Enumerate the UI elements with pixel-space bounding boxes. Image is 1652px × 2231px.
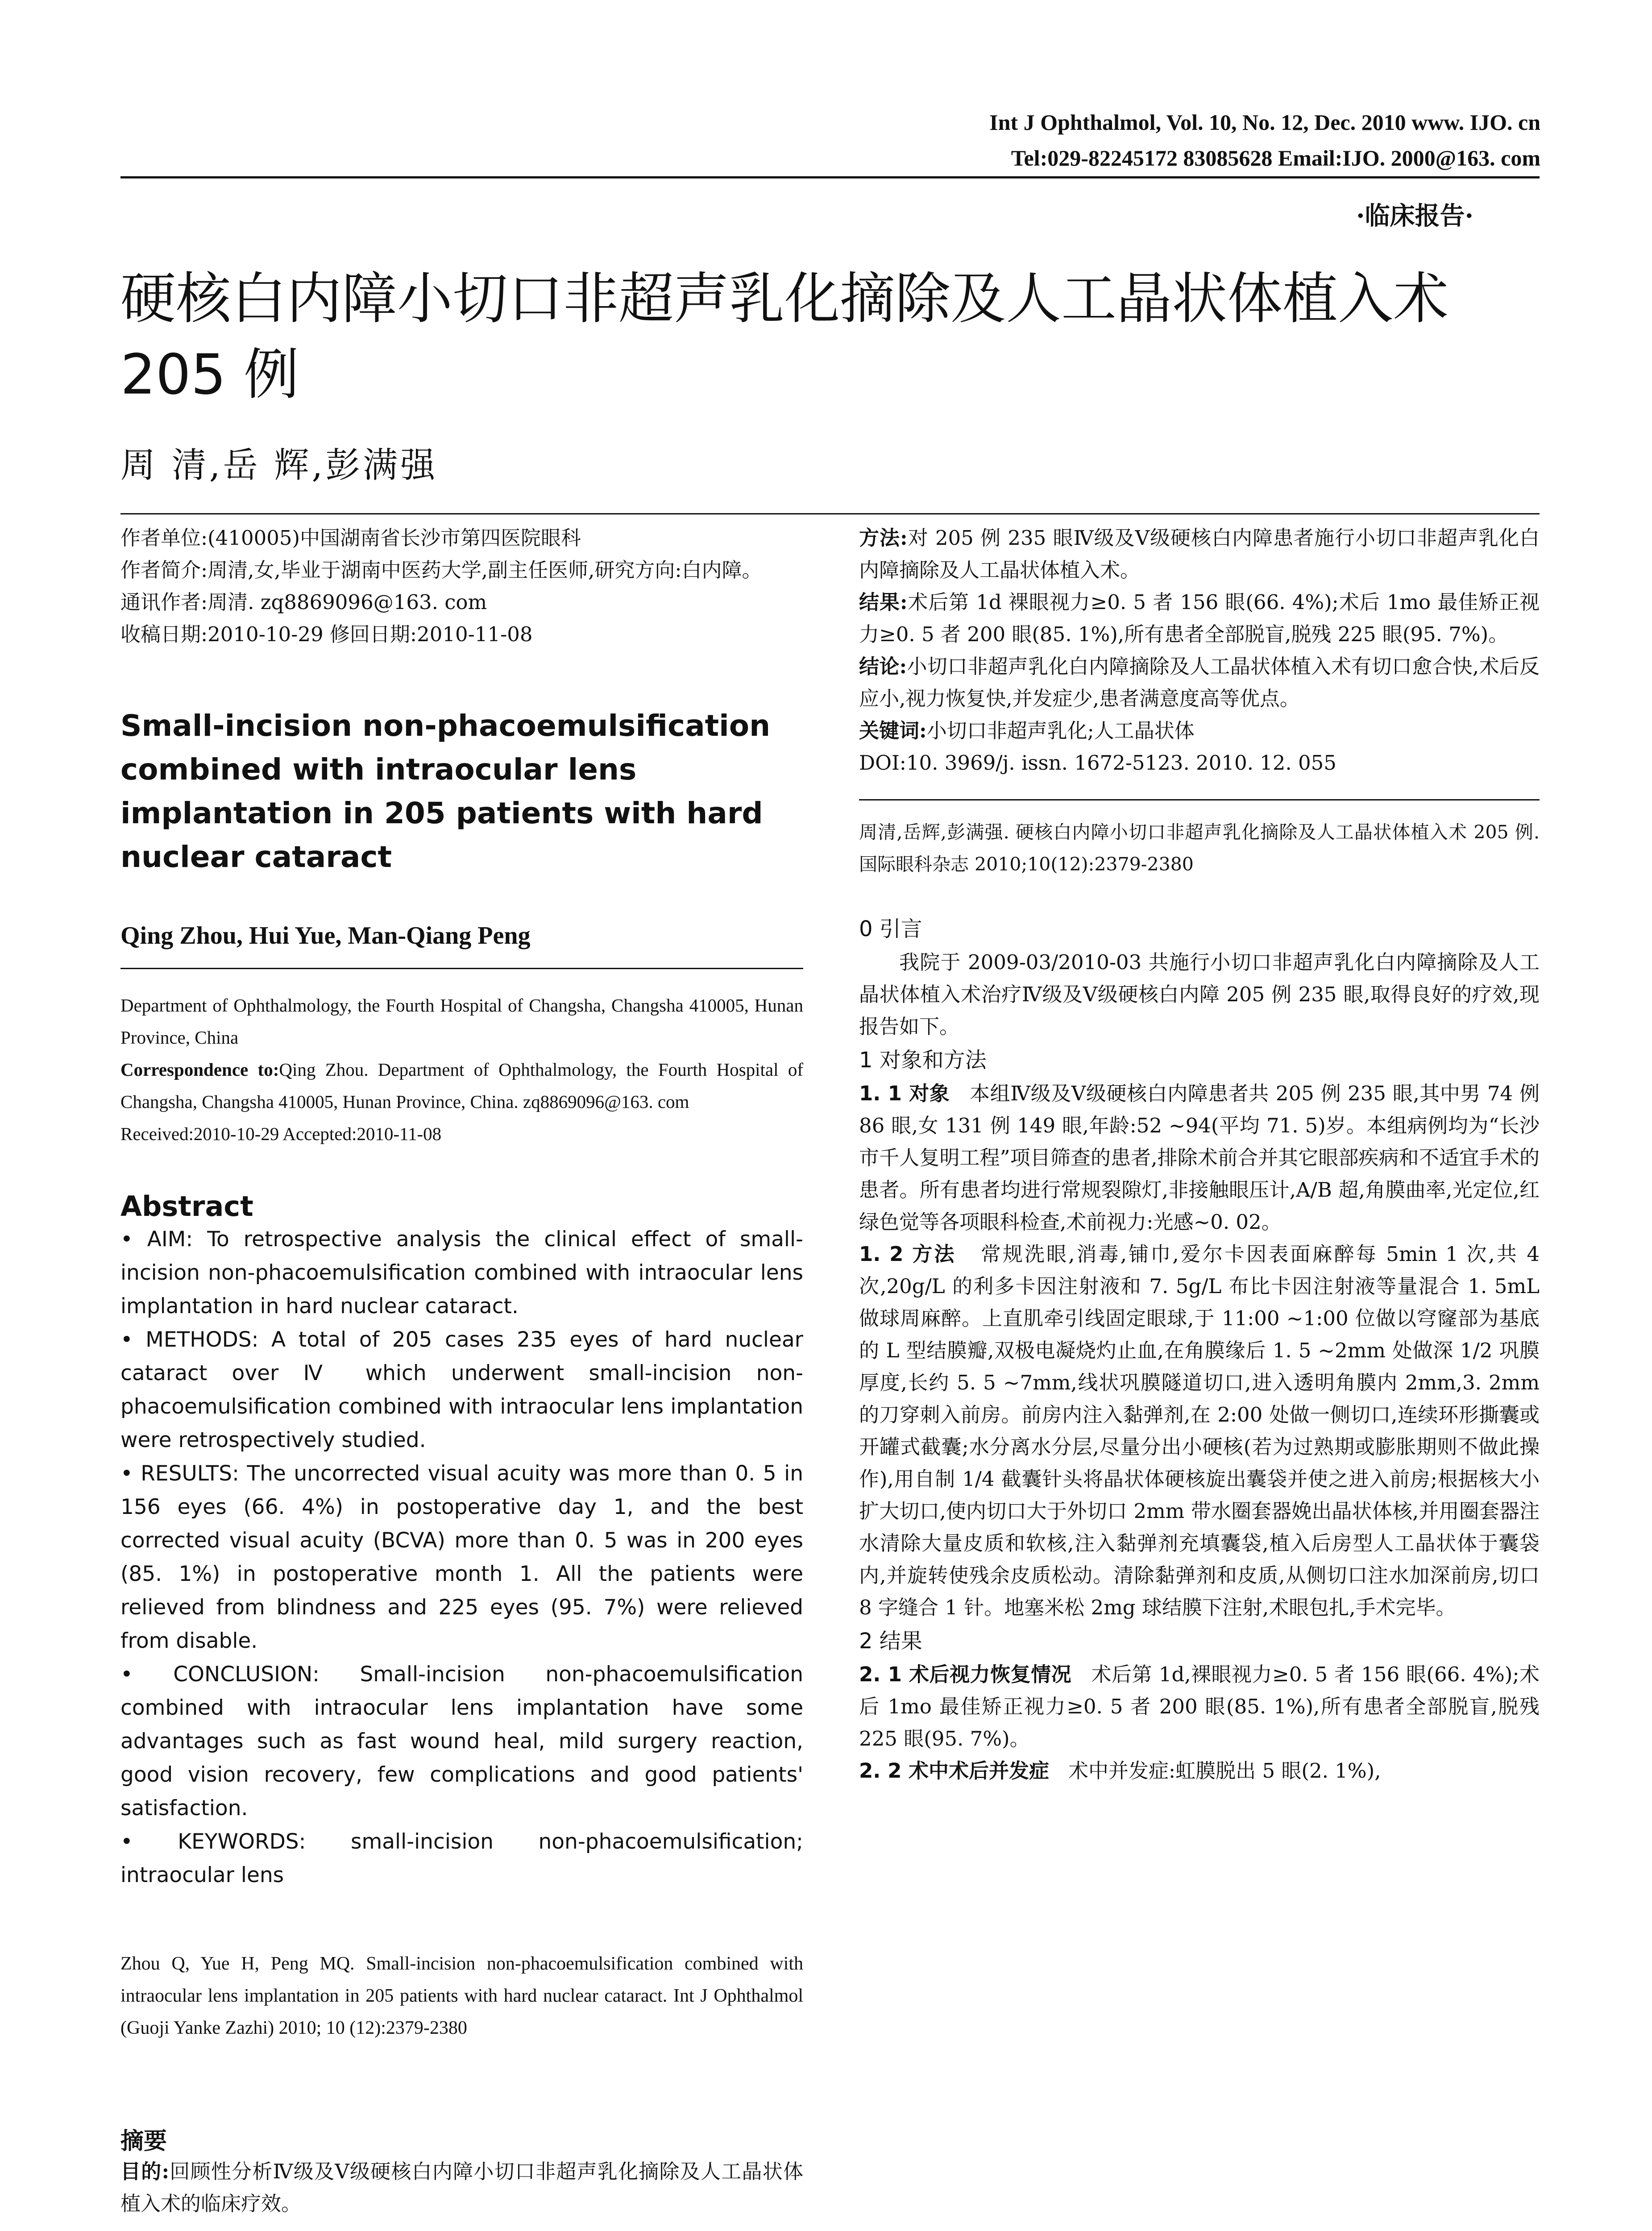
section-1-1 bbox=[859, 1078, 1540, 1238]
section-1-2 bbox=[859, 1238, 1540, 1624]
abstract-results: • RESULTS: The uncorrected visual acuity was more than 0. 5 in 156 eyes (66. 4%) in postoperative day 1, and the best corrected visual acuity (BCVA) more than 0. 5 was in 200 eyes (85. 1%) in postoperative month 1. All the patients were relieved from blindness and 225 eyes (95. 7%) were relieved from disable. bbox=[120, 1461, 803, 1653]
section-0-heading: 0 引言 bbox=[859, 916, 922, 941]
section-2-heading: 2 结果 bbox=[859, 1629, 922, 1654]
zh-methods-text: 对 205 例 235 眼Ⅳ级及Ⅴ级硬核白内障患者施行小切口非超声乳化白内障摘除及人工晶状体植入术。 bbox=[859, 526, 1540, 582]
abstract-aim: • AIM: To retrospective analysis the clinical effect of small-incision non-phacoemulsification combined with intraocular lens implantation in hard nuclear cataract. bbox=[120, 1227, 803, 1319]
citation-en: Zhou Q, Yue H, Peng MQ. Small-incision non-phacoemulsification combined with intraocular lens implantation in 205 patients with hard nuclear cataract. Int J Ophthalmol (Guoji Yanke Zazhi) 2010; 10 (12):2379-2380 bbox=[120, 1953, 803, 2038]
left-column bbox=[120, 522, 803, 2220]
zh-abstract-heading: 摘要 bbox=[120, 2127, 167, 2155]
zh-results-text: 术后第 1d 裸眼视力≥0. 5 者 156 眼(66. 4%);术后 1mo 最佳矫正视力≥0. 5 者 200 眼(85. 1%),所有患者全部脱盲,脱残 225 眼(95. 7%)。 bbox=[859, 590, 1540, 646]
abstract-conclusion: • CONCLUSION: Small-incision non-phacoemulsification combined with intraocular lens implantation have some advantages such as fast wound heal, mild surgery reaction, good vision recovery, few complications and good patients' satisfaction. bbox=[120, 1662, 803, 1820]
affiliation: 作者单位:(410005)中国湖南省长沙市第四医院眼科 bbox=[120, 526, 581, 550]
section-2-1-label: 2. 1 术后视力恢复情况 bbox=[859, 1663, 1072, 1686]
zh-conclusion-label: 结论: bbox=[859, 655, 907, 678]
author-bio: 作者简介:周清,女,毕业于湖南中医药大学,副主任医师,研究方向:白内障。 bbox=[120, 558, 762, 582]
zh-keywords bbox=[859, 715, 1540, 747]
right-column bbox=[859, 522, 1540, 1787]
section-2-1-text: 术后第 1d,裸眼视力≥0. 5 者 156 眼(66. 4%);术后 1mo 最佳矫正视力≥0. 5 者 200 眼(85. 1%),所有患者全部脱盲,脱残 225 眼(95. 7%)。 bbox=[859, 1663, 1540, 1750]
zh-results-label: 结果: bbox=[859, 590, 908, 614]
dates-cn: 收稿日期:2010-10-29 修回日期:2010-11-08 bbox=[120, 622, 533, 646]
zh-abstract-results bbox=[859, 586, 1540, 651]
zh-abstract-aim bbox=[120, 2156, 803, 2220]
section-2-2-text: 术中并发症:虹膜脱出 5 眼(2. 1%), bbox=[1068, 1759, 1381, 1783]
journal-header-line1: Int J Ophthalmol, Vol. 10, No. 12, Dec. 2010 www. IJO. cn bbox=[989, 110, 1540, 135]
header-rule bbox=[120, 176, 1540, 178]
section-1-2-label: 1. 2 方法 bbox=[859, 1242, 956, 1266]
doi-rule bbox=[859, 799, 1540, 800]
abstract-heading: Abstract bbox=[120, 1190, 253, 1223]
zh-aim-label: 目的: bbox=[120, 2160, 170, 2183]
section-1-1-label: 1. 1 对象 bbox=[859, 1082, 950, 1105]
correspondence-en-label: Correspondence to: bbox=[120, 1059, 279, 1080]
article-title-cn: 硬核白内障小切口非超声乳化摘除及人工晶状体植入术 205 例 bbox=[120, 267, 1449, 407]
abstract-keywords: • KEYWORDS: small-incision non-phacoemulsification; intraocular lens bbox=[120, 1829, 803, 1887]
dates-en: Received:2010-10-29 Accepted:2010-11-08 bbox=[120, 1124, 442, 1144]
authors-rule bbox=[120, 968, 803, 969]
section-1-2-text: 常规洗眼,消毒,铺巾,爱尔卡因表面麻醉每 5min 1 次,共 4 次,20g/L 的利多卡因注射液和 7. 5g/L 布比卡因注射液等量混合 1. 5mL 做球周麻醉。上直肌牵引线固定眼球,于 11:00 ~1:00 位做以穹窿部为基底的 L 型结膜瓣,双极电凝烧灼止血,在角膜缘后 1. 5 ~2mm 处做深 1/2 巩膜厚度,长约 5. 5 ~7mm,线状巩膜隧道切口,进入透明角膜内 2mm,3. 2mm 的刀穿刺入前房。前房内注入黏弹剂,在 2:00 处做一侧切口,连续环形撕囊或开罐式截囊;水分离水分层,尽量分出小硬核(若为过熟期或膨胀期则不做此操作),用自制 1/4 截囊针头将晶状体硬核旋出囊袋并使之进入前房;根据核大小扩大切口,使内切口大于外切口 2mm 带水圈套器娩出晶状体核,并用圈套器注水清除大量皮质和软核,注入黏弹剂充填囊袋,植入后房型人工晶状体于囊袋内,并旋转使残余皮质松动。清除黏弹剂和皮质,从侧切口注水加深前房,切口 8 字缝合 1 针。地塞米松 2mg 球结膜下注射,术眼包扎,手术完毕。 bbox=[859, 1242, 1540, 1619]
authors-en: Qing Zhou, Hui Yue, Man-Qiang Peng bbox=[120, 922, 531, 950]
citation-cn: 周清,岳辉,彭满强. 硬核白内障小切口非超声乳化摘除及人工晶状体植入术 205 例. 国际眼科杂志 2010;10(12):2379-2380 bbox=[859, 821, 1540, 875]
abstract-methods: • METHODS: A total of 205 cases 235 eyes of hard nuclear cataract over Ⅳ which underwent small-incision non-phacoemulsification combined with intraocular lens implantation were retrospectively studied. bbox=[120, 1327, 803, 1452]
zh-keywords-label: 关键词: bbox=[859, 719, 927, 742]
doi: DOI:10. 3969/j. issn. 1672-5123. 2010. 12. 055 bbox=[859, 751, 1337, 775]
correspondence-en bbox=[120, 1053, 803, 1118]
section-1-heading: 1 对象和方法 bbox=[859, 1048, 987, 1073]
title-rule bbox=[120, 513, 1540, 514]
correspondence-cn: 通讯作者:周清. zq8869096@163. com bbox=[120, 590, 487, 614]
zh-aim-text: 回顾性分析Ⅳ级及Ⅴ级硬核白内障小切口非超声乳化摘除及人工晶状体植入术的临床疗效。 bbox=[120, 2160, 803, 2215]
zh-keywords-text: 小切口非超声乳化;人工晶状体 bbox=[926, 719, 1195, 742]
zh-abstract-conclusion bbox=[859, 651, 1540, 715]
section-1-1-text: 本组Ⅳ级及Ⅴ级硬核白内障患者共 205 例 235 眼,其中男 74 例 86 眼,女 131 例 149 眼,年龄:52 ~94(平均 71. 5)岁。本组病例均为“长沙市千人复明工程”项目筛查的患者,排除术前合并其它眼部疾病和不适宜手术的患者。所有患者均进行常规裂隙灯,非接触眼压计,A/B 超,角膜曲率,光定位,红绿色觉等各项眼科检查,术前视力:光感~0. 02。 bbox=[859, 1082, 1540, 1234]
section-2-2-label: 2. 2 术中术后并发症 bbox=[859, 1759, 1050, 1783]
section-0-text: 我院于 2009-03/2010-03 共施行小切口非超声乳化白内障摘除及人工晶状体植入术治疗Ⅳ级及Ⅴ级硬核白内障 205 例 235 眼,取得良好的疗效,现报告如下。 bbox=[859, 950, 1540, 1038]
section-2-1 bbox=[859, 1659, 1540, 1755]
zh-conclusion-text: 小切口非超声乳化白内障摘除及人工晶状体植入术有切口愈合快,术后反应小,视力恢复快,并发症少,患者满意度高等优点。 bbox=[859, 655, 1540, 710]
article-title-en: Small-incision non-phacoemulsification combined with intraocular lens implantation in 205 patients with hard nuclear cataract bbox=[120, 709, 771, 874]
zh-methods-label: 方法: bbox=[859, 526, 908, 550]
journal-header-line2: Tel:029-82245172 83085628 Email:IJO. 2000@163. com bbox=[1011, 145, 1540, 170]
department-en: Department of Ophthalmology, the Fourth Hospital of Changsha, Changsha 410005, Hunan Province, China bbox=[120, 995, 803, 1048]
section-2-2 bbox=[859, 1755, 1540, 1787]
section-tag: ·临床报告· bbox=[1356, 201, 1474, 231]
zh-abstract-methods bbox=[859, 522, 1540, 586]
correspondence-en-text: Qing Zhou. Department of Ophthalmology, the Fourth Hospital of Changsha, Changsha 410005, Hunan Province, China. zq8869096@163. com bbox=[120, 1059, 803, 1112]
authors-cn: 周 清,岳 辉,彭满强 bbox=[120, 445, 438, 485]
